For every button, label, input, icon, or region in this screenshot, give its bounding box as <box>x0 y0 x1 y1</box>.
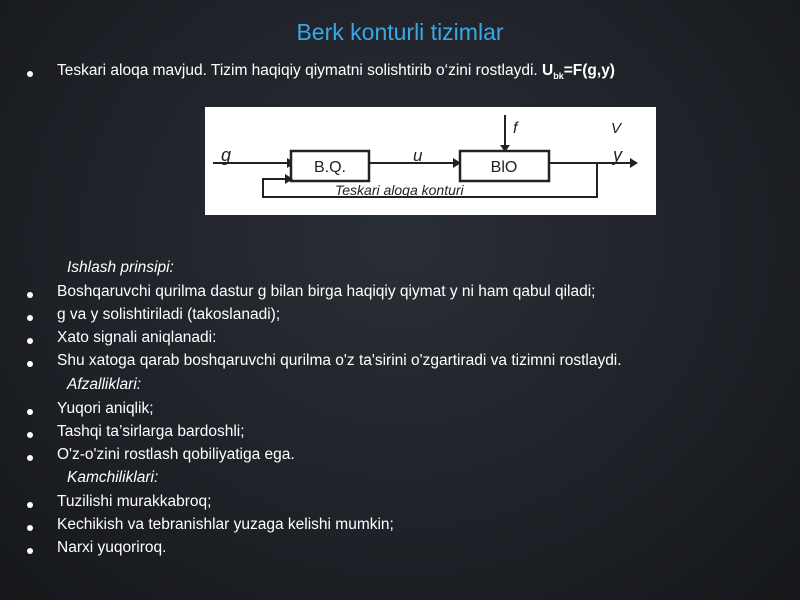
bullet-icon <box>27 315 33 321</box>
input-label: g <box>221 145 232 165</box>
disturbance-label: f <box>513 120 518 137</box>
list-item: Kechikish va tebranishlar yuzaga kelishi mumkin; <box>57 516 394 533</box>
bullet-icon <box>27 292 33 298</box>
bullet-icon <box>27 432 33 438</box>
slide-title: Berk konturli tizimlar <box>296 19 504 45</box>
section-heading: Afzalliklari: <box>67 376 142 393</box>
bullet-icon <box>27 502 33 508</box>
list-item: Yuqori aniqlik; <box>57 400 154 417</box>
control-label: u <box>413 146 423 165</box>
intro-text: Teskari aloqa mavjud. Tizim haqiqiy qiymatni solishtirib o‘zini rostlaydi. <box>57 62 538 79</box>
bullet-icon <box>27 455 33 461</box>
block-diagram <box>205 107 656 215</box>
output-label: y <box>613 145 622 165</box>
bullet-icon <box>27 409 33 415</box>
controller-label: B.Q. <box>313 159 347 176</box>
bullet-icon <box>27 361 33 367</box>
bullet-icon <box>27 548 33 554</box>
list-item: g va y solishtiriladi (takoslanadi); <box>57 306 281 323</box>
formula: $U_{bk}=F(g,y)$ <box>542 62 615 82</box>
list-item: Boshqaruvchi qurilma dastur g bilan birga haqiqiy qiymat y ni ham qabul qiladi; <box>57 283 596 300</box>
bullet-icon <box>27 338 33 344</box>
bullet-icon <box>27 71 33 77</box>
feedback-label: Teskari aloqa konturi <box>335 182 464 198</box>
list-item: Xato signali aniqlanadi: <box>57 329 217 346</box>
plant-label: BlO <box>490 159 518 176</box>
list-item: Tuzilishi murakkabroq; <box>57 493 212 510</box>
section-heading: Kamchiliklari: <box>67 469 159 486</box>
section-heading: Ishlash prinsipi: <box>67 259 174 276</box>
intro-line <box>57 62 615 81</box>
list-item: Narxi yuqoriroq. <box>57 539 167 556</box>
list-item: O'z-o'zini rostlash qobiliyatiga ega. <box>57 446 295 463</box>
v-label: V <box>611 120 622 137</box>
bullet-icon <box>27 525 33 531</box>
list-item: Tashqi ta’sirlarga bardoshli; <box>57 423 245 440</box>
list-item: Shu xatoga qarab boshqaruvchi qurilma o'z ta'sirini o'zgartiradi va tizimni rostlaydi. <box>57 352 622 369</box>
